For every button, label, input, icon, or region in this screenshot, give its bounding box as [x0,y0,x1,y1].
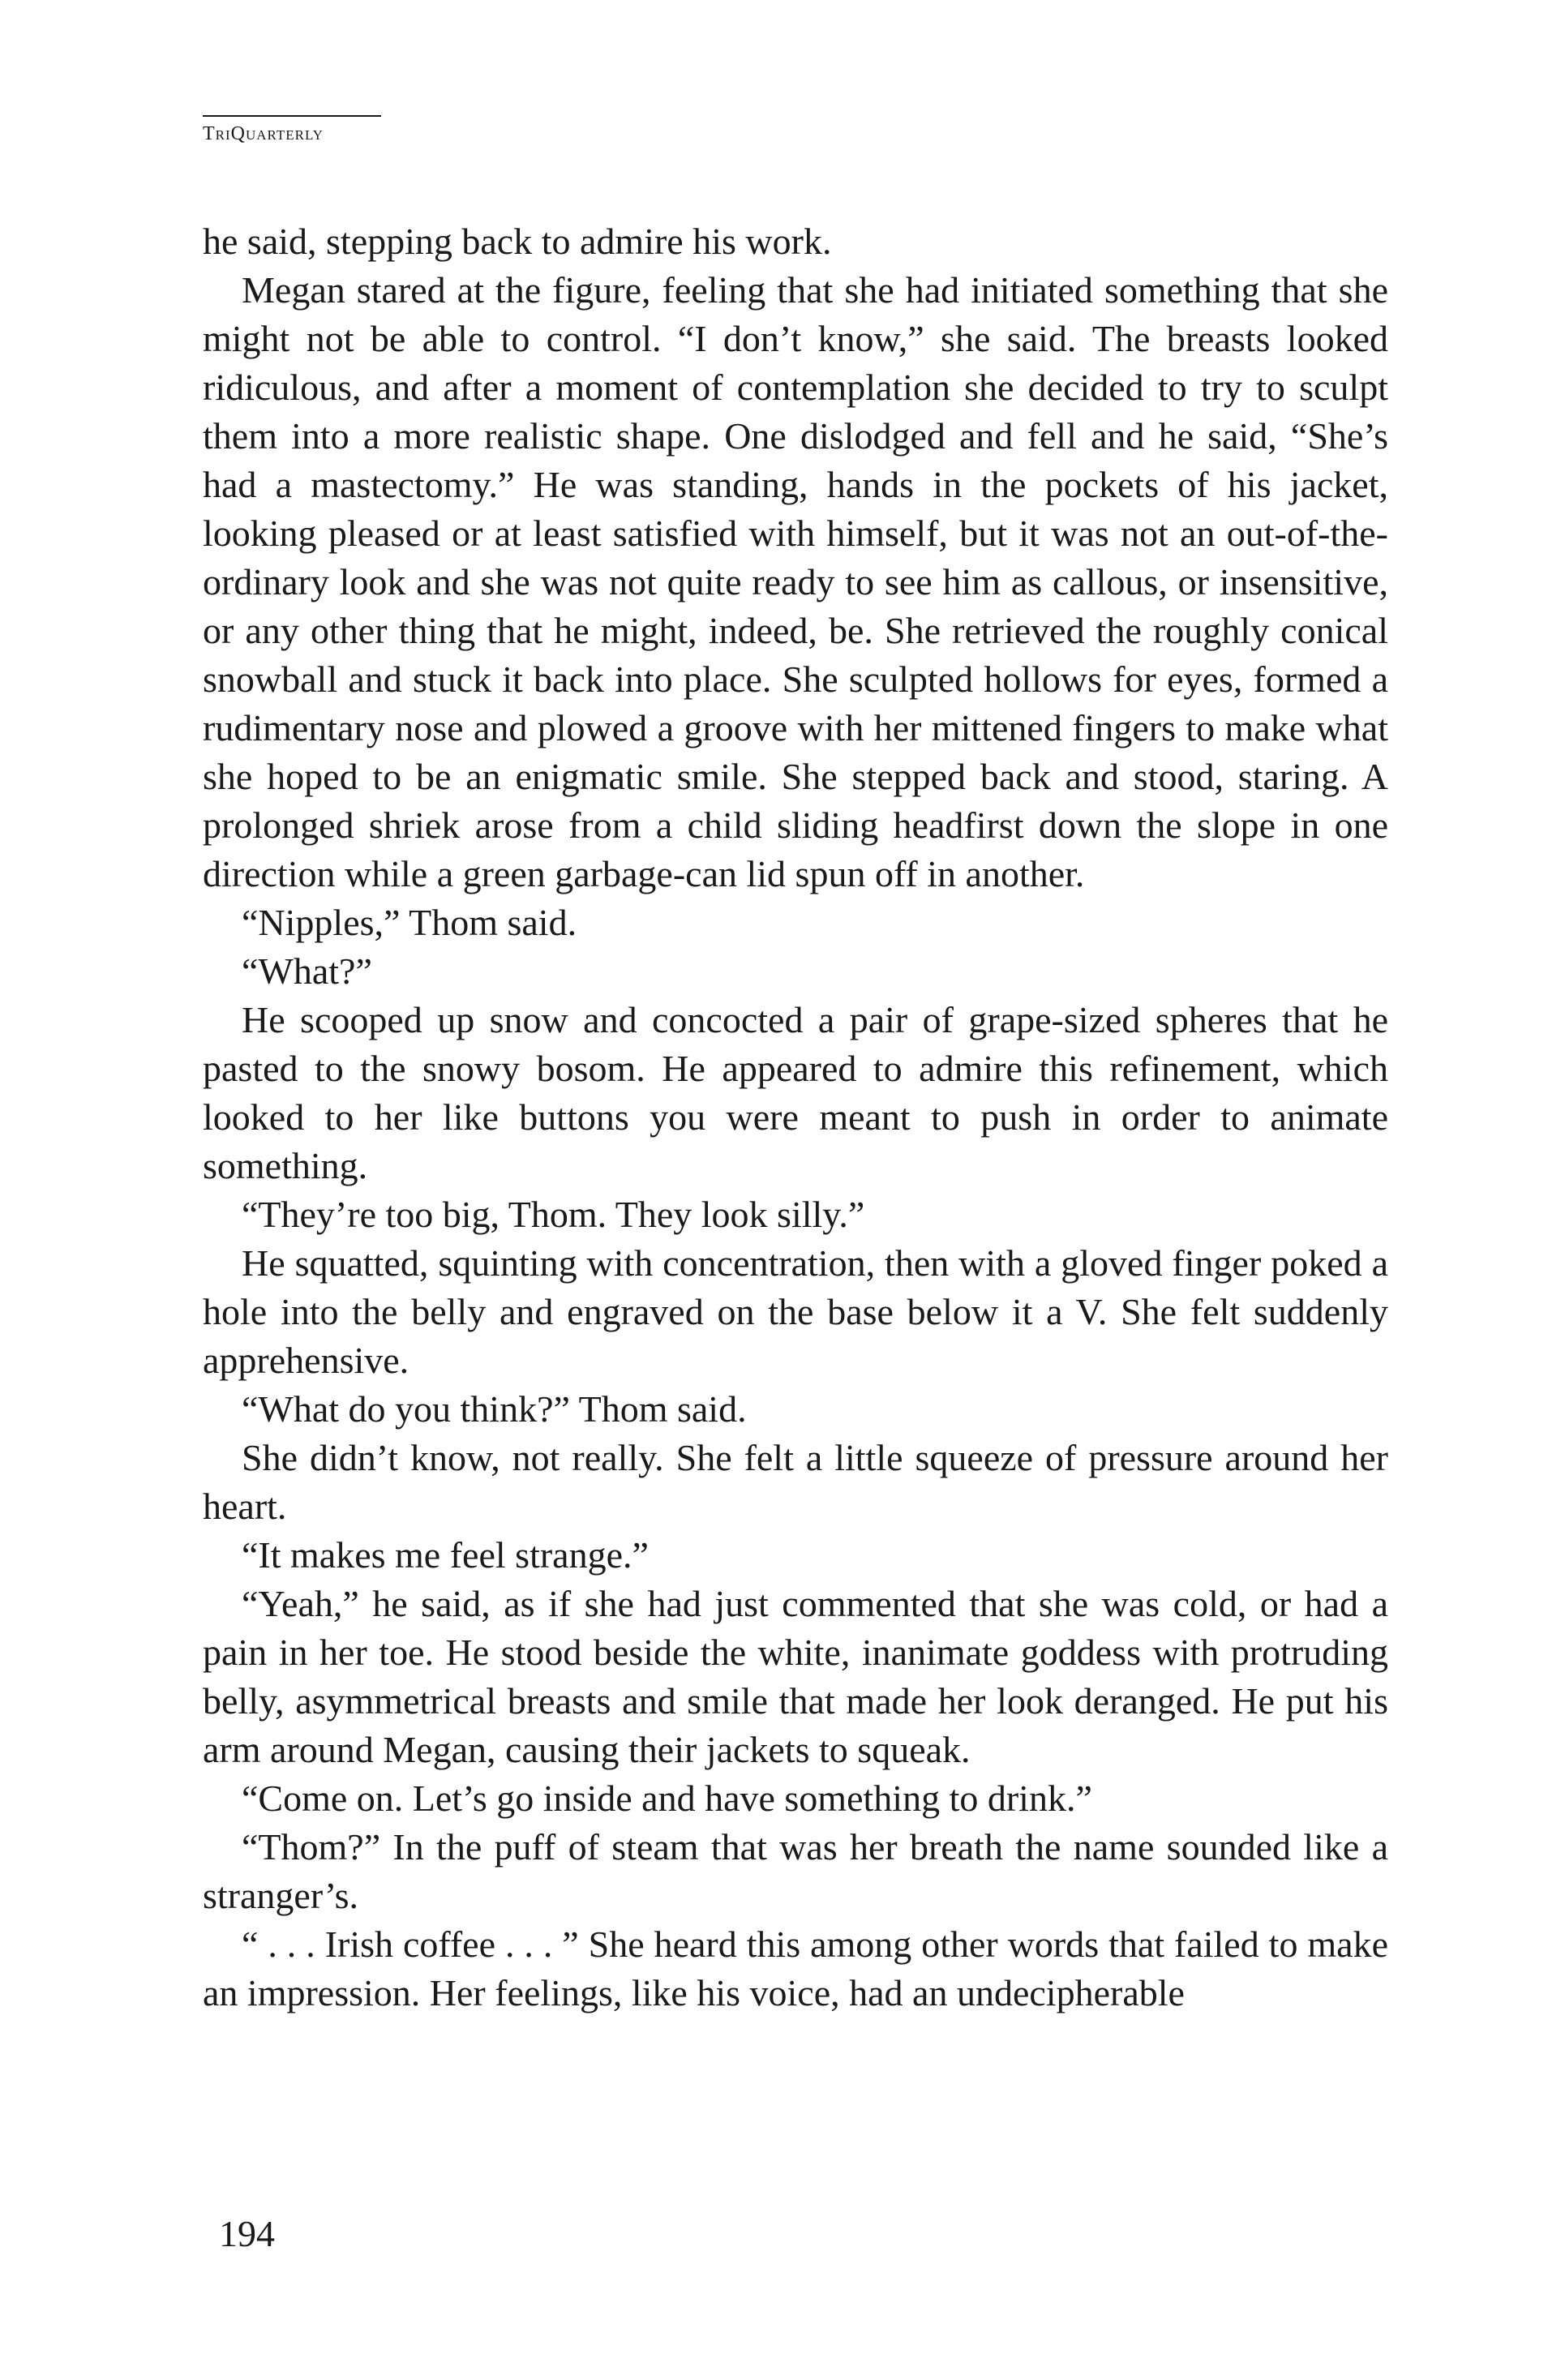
paragraph: He scooped up snow and concocted a pair of grape-sized spheres that he pasted to the snowy bosom. He appeared to admire this refinement, which looked to her like buttons you were meant to push in order to animate something. [203,999,1388,1186]
paragraph: “Thom?” In the puff of steam that was her breath the name sounded like a stranger’s. [203,1826,1388,1916]
paragraph: “What?” [242,950,372,992]
paragraph: “Come on. Let’s go inside and have something to drink.” [242,1777,1092,1819]
running-header [203,115,381,145]
paragraph: She didn’t know, not really. She felt a little squeeze of pressure around her heart. [203,1437,1388,1527]
paragraph: he said, stepping back to admire his work. [203,221,832,262]
paragraph: Megan stared at the figure, feeling that she had initiated something that she might not be able to control. “I don’t know,” she said. The breasts looked ridiculous, and after a moment of contemplation she decided to try to sculpt them into a more realistic shape. One dislodged and fell and he said, “She’s had a mastectomy.” He was standing, hands in the pockets of his jacket, looking pleased or at least satisfied with himself, but it was not an out-of-the-ordinary look and she was not quite ready to see him as callous, or insensitive, or any other thing that he might, indeed, be. She retrieved the roughly conical snowball and stuck it back into place. She sculpted hollows for eyes, formed a rudimentary nose and plowed a groove with her mittened fingers to make what she hoped to be an enigmatic smile. She stepped back and stood, staring. A prolonged shriek arose from a child sliding headfirst down the slope in one direction while a green garbage-can lid spun off in another. [203,269,1388,894]
paragraph: “Nipples,” Thom said. [242,902,577,943]
body-text [203,217,1388,2018]
paragraph: “ . . . Irish coffee . . . ” She heard this among other words that failed to make an impression. Her feelings, like his voice, had an undecipherable [203,1923,1388,2013]
paragraph: “It makes me feel strange.” [242,1534,649,1576]
header-rule [203,115,381,117]
paragraph: “They’re too big, Thom. They look silly.” [242,1194,865,1235]
running-title: TriQuarterly [203,123,324,144]
paragraph: He squatted, squinting with concentration, then with a gloved finger poked a hole into the belly and engraved on the base below it a V. She felt suddenly apprehensive. [203,1242,1388,1381]
paragraph: “Yeah,” he said, as if she had just commented that she was cold, or had a pain in her toe. He stood beside the white, inanimate goddess with protruding belly, asymmetrical breasts and smile that made her look deranged. He put his arm around Megan, causing their jackets to squeak. [203,1583,1388,1770]
page-number: 194 [219,2213,275,2254]
paragraph: “What do you think?” Thom said. [242,1388,747,1430]
